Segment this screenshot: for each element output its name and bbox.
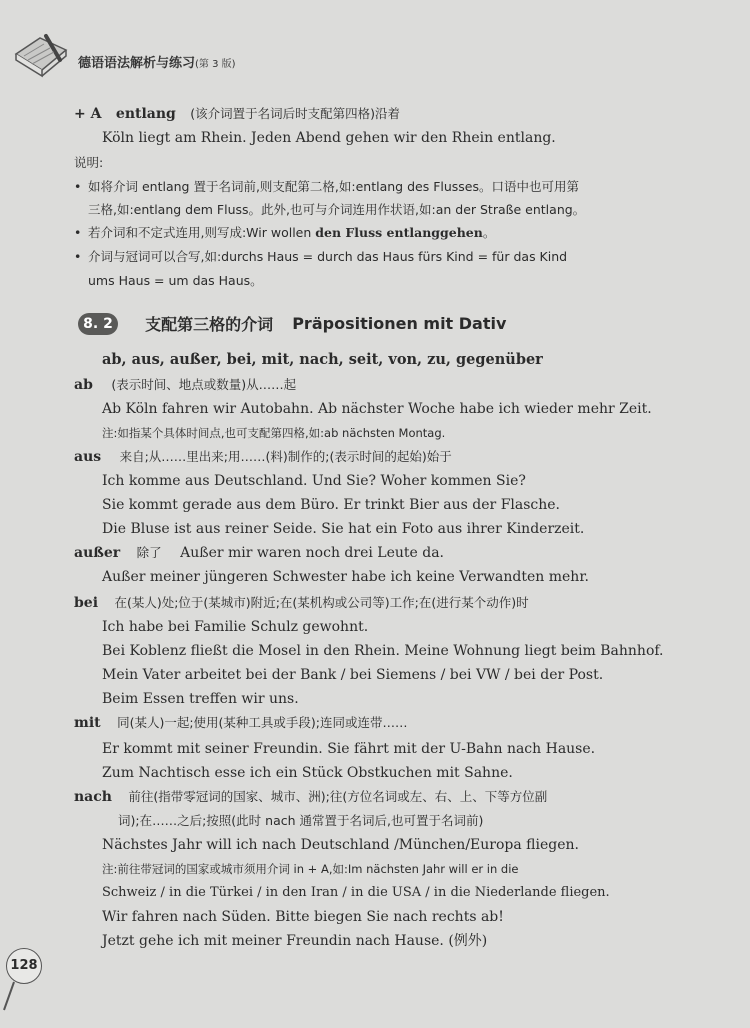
note-3-line-2: ums Haus = um das Haus。 bbox=[88, 273, 263, 288]
entlang-term: entlang bbox=[115, 106, 176, 122]
ausser-term: außer bbox=[74, 545, 121, 561]
mit-heading bbox=[74, 714, 408, 732]
entlang-example: Köln liegt am Rhein. Jeden Abend gehen wir den Rhein entlang. bbox=[102, 130, 556, 146]
aus-term: aus bbox=[74, 449, 102, 465]
ab-gloss: (表示时间、地点或数量)从……起 bbox=[111, 377, 297, 392]
book-title bbox=[78, 52, 236, 71]
ab-term: ab bbox=[74, 377, 93, 393]
ausser-example-2: Außer meiner jüngeren Schwester habe ich keine Verwandten mehr. bbox=[102, 569, 589, 585]
note-2-pre: 若介词和不定式连用,则写成:Wir wollen bbox=[88, 225, 316, 240]
note-1-line-2: 三格,如:entlang dem Fluss。此外,也可与介词连用作状语,如:an der Straße entlang。 bbox=[88, 202, 586, 217]
ausser-example-1: Außer mir waren noch drei Leute da. bbox=[180, 545, 445, 561]
bei-term: bei bbox=[74, 595, 99, 611]
nach-example-1: Nächstes Jahr will ich nach Deutschland /München/Europa fliegen. bbox=[102, 837, 579, 853]
aus-heading bbox=[74, 448, 452, 466]
nach-note-line-2: Schweiz / in die Türkei / in den Iran / in die USA / in die Niederlande fliegen. bbox=[102, 885, 610, 900]
magnifier-handle-icon bbox=[0, 980, 40, 1020]
book-title-text: 德语语法解析与练习 bbox=[78, 56, 196, 71]
nach-note-line-1: 注:前往带冠词的国家或城市须用介词 in + A,如:Im nächsten Jahr will er in die bbox=[102, 862, 519, 876]
entlang-heading bbox=[74, 105, 400, 123]
note-bullet-1 bbox=[74, 178, 579, 196]
page-number: 128 bbox=[6, 948, 42, 984]
bullet-icon: • bbox=[74, 179, 82, 194]
bullet-icon: • bbox=[74, 225, 82, 240]
mit-gloss: 同(某人)一起;使用(某种工具或手段);连同或连带…… bbox=[117, 715, 408, 730]
mit-example-2: Zum Nachtisch esse ich ein Stück Obstkuchen mit Sahne. bbox=[102, 765, 513, 781]
aus-example-2: Sie kommt gerade aus dem Büro. Er trinkt Bier aus der Flasche. bbox=[102, 497, 561, 513]
ausser-heading bbox=[74, 544, 444, 562]
note-1-line-1: 如将介词 entlang 置于名词前,则支配第二格,如:entlang des Flusses。口语中也可用第 bbox=[88, 179, 580, 194]
ab-note: 注:如指某个具体时间点,也可支配第四格,如:ab nächsten Montag. bbox=[102, 426, 446, 440]
bullet-icon: • bbox=[74, 249, 82, 264]
book-edition: (第 3 版) bbox=[195, 59, 236, 70]
mit-term: mit bbox=[74, 715, 101, 731]
aus-gloss: 来自;从……里出来;用……(料)制作的;(表示时间的起始)始于 bbox=[119, 449, 452, 464]
nach-term: nach bbox=[74, 789, 112, 805]
bei-example-2: Bei Koblenz fließt die Mosel in den Rhein. Meine Wohnung liegt beim Bahnhof. bbox=[102, 643, 664, 659]
nach-example-3: Jetzt gehe ich mit meiner Freundin nach Hause. (例外) bbox=[102, 933, 488, 949]
section-title-de: Präpositionen mit Dativ bbox=[292, 314, 507, 333]
mit-example-1: Er kommt mit seiner Freundin. Sie fährt mit der U-Bahn nach Hause. bbox=[102, 741, 596, 757]
notes-label: 说明: bbox=[74, 155, 104, 170]
ausser-gloss: 除了 bbox=[136, 545, 162, 560]
note-3-line-1: 介词与冠词可以合写,如:durchs Haus = durch das Haus fürs Kind = für das Kind bbox=[88, 249, 568, 264]
entlang-marker: + A bbox=[74, 106, 102, 122]
note-2-post: 。 bbox=[482, 225, 496, 240]
note-bullet-2 bbox=[74, 224, 495, 242]
bei-example-3: Mein Vater arbeitet bei der Bank / bei Siemens / bei VW / bei der Post. bbox=[102, 667, 604, 683]
section-title-zh: 支配第三格的介词 bbox=[145, 315, 274, 334]
book-pencil-icon bbox=[10, 30, 72, 80]
bei-example-1: Ich habe bei Familie Schulz gewohnt. bbox=[102, 619, 369, 635]
preposition-list: ab, aus, außer, bei, mit, nach, seit, von, zu, gegenüber bbox=[102, 351, 543, 368]
page-header bbox=[10, 30, 310, 80]
section-number-badge: 8. 2 bbox=[78, 313, 118, 335]
ab-heading bbox=[74, 376, 296, 394]
nach-heading bbox=[74, 788, 547, 806]
nach-example-2: Wir fahren nach Süden. Bitte biegen Sie nach rechts ab! bbox=[102, 909, 504, 925]
bei-heading bbox=[74, 594, 529, 612]
note-2-bold: den Fluss entlanggehen bbox=[315, 225, 483, 240]
nach-gloss-line-1: 前往(指带零冠词的国家、城市、洲);往(方位名词或左、右、上、下等方位副 bbox=[128, 789, 548, 804]
aus-example-1: Ich komme aus Deutschland. Und Sie? Woher kommen Sie? bbox=[102, 473, 526, 489]
nach-gloss-line-2: 词);在……之后;按照(此时 nach 通常置于名词后,也可置于名词前) bbox=[118, 813, 484, 828]
ab-example-1: Ab Köln fahren wir Autobahn. Ab nächster Woche habe ich wieder mehr Zeit. bbox=[102, 401, 652, 417]
entlang-gloss: (该介词置于名词后时支配第四格)沿着 bbox=[190, 106, 401, 121]
note-bullet-3 bbox=[74, 248, 567, 266]
aus-example-3: Die Bluse ist aus reiner Seide. Sie hat ein Foto aus ihrer Kinderzeit. bbox=[102, 521, 585, 537]
section-heading bbox=[78, 312, 506, 338]
bei-example-4: Beim Essen treffen wir uns. bbox=[102, 691, 299, 707]
bei-gloss: 在(某人)处;位于(某城市)附近;在(某机构或公司等)工作;在(进行某个动作)时 bbox=[114, 595, 529, 610]
